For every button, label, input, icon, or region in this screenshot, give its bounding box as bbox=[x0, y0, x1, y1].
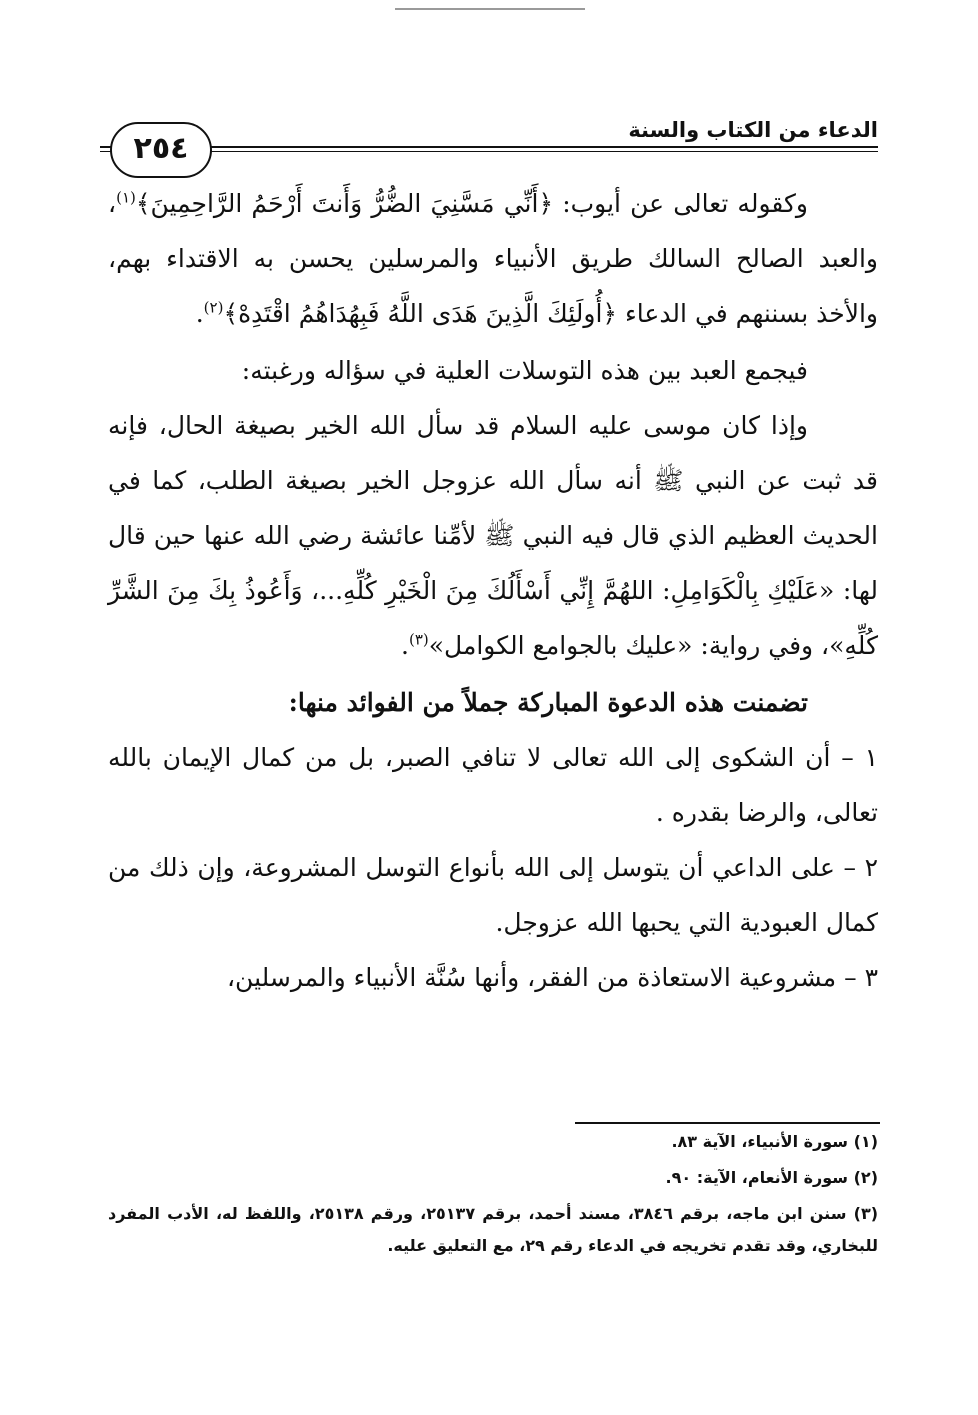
header-rule-thick bbox=[100, 146, 878, 148]
header-rule-thin bbox=[100, 151, 878, 152]
main-text bbox=[108, 176, 878, 1005]
footnote-1: (١) سورة الأنبياء، الآية ٨٣. bbox=[671, 1132, 878, 1151]
running-title: الدعاء من الكتاب والسنة bbox=[628, 118, 878, 142]
paragraph-text: . bbox=[195, 299, 204, 328]
footnote-separator bbox=[575, 1122, 880, 1124]
paragraph-ayyub bbox=[108, 176, 878, 341]
paragraph-text: ، والعبد الصالح السالك طريق الأنبياء والمرسلين يحسن به الاقتداء بهم، والأخذ بسننهم في الدعاء ﴿أُولَئِكَ الَّذِينَ هَدَى اللَّهُ فَبِهُدَاهُمُ اقْتَدِهْ﴾ bbox=[108, 189, 878, 328]
paragraph-musa bbox=[108, 398, 878, 673]
benefit-item-1: ١ – أن الشكوى إلى الله تعالى لا تنافي الصبر، بل من كمال الإيمان بالله تعالى، والرضا بقدره . bbox=[108, 743, 878, 827]
benefit-item-3: ٣ – مشروعية الاستعاذة من الفقر، وأنها سُنَّة الأنبياء والمرسلين، bbox=[226, 963, 878, 992]
footnote-ref-2: (٢) bbox=[203, 298, 224, 317]
paragraph-tawassulat: فيجمع العبد بين هذه التوسلات العلية في سؤاله ورغبته: bbox=[241, 356, 808, 385]
page-number-badge: ٢٥٤ bbox=[110, 122, 212, 178]
footnote-ref-1: (١) bbox=[116, 188, 136, 207]
footnote-ref-3: (٣) bbox=[408, 630, 429, 649]
paragraph-text: . bbox=[401, 631, 409, 660]
footnote-3: (٣) سنن ابن ماجه، برقم ٣٨٤٦، مسند أحمد، برقم ٢٥١٣٧، ورقم ٢٥١٣٨، واللفظ له، الأدب المفرد للبخاري، وقد تقدم تخريجه في الدعاء رقم ٢٩، مع التعليق عليه. bbox=[108, 1204, 879, 1255]
top-edge-line bbox=[395, 8, 585, 10]
footnotes bbox=[108, 1126, 878, 1266]
paragraph-text: وكقوله تعالى عن أيوب: ﴿أَنِّي مَسَّنِيَ الضُّرُّ وَأَنتَ أَرْحَمُ الرَّاحِمِينَ﴾ bbox=[135, 189, 808, 218]
footnote-2: (٢) سورة الأنعام، الآية: ٩٠. bbox=[665, 1168, 878, 1187]
benefit-item-2: ٢ – على الداعي أن يتوسل إلى الله بأنواع التوسل المشروعة، وإن ذلك من كمال العبودية التي يحبها الله عزوجل. bbox=[108, 853, 878, 937]
page-header bbox=[100, 110, 878, 170]
paragraph-text: وإذا كان موسى عليه السلام قد سأل الله الخير بصيغة الحال، فإنه قد ثبت عن النبي ﷺ أنه سأل الله عزوجل الخير بصيغة الطلب، كما في الحديث العظيم الذي قال فيه النبي ﷺ لأمِّنا عائشة رضي الله عنها حين قال لها: «عَلَيْكِ بِالْكَوَامِلِ: اللهُمَّ إِنِّي أَسْأَلُكَ مِنَ الْخَيْرِ كُلِّهِ...، وَأَعُوذُ بِكَ مِنَ الشَّرِّ كُلِّهِ»، وفي رواية: «عليك بالجوامع الكوامل» bbox=[108, 411, 878, 660]
benefits-heading: تضمنت هذه الدعوة المباركة جملاً من الفوائد منها: bbox=[288, 688, 808, 717]
